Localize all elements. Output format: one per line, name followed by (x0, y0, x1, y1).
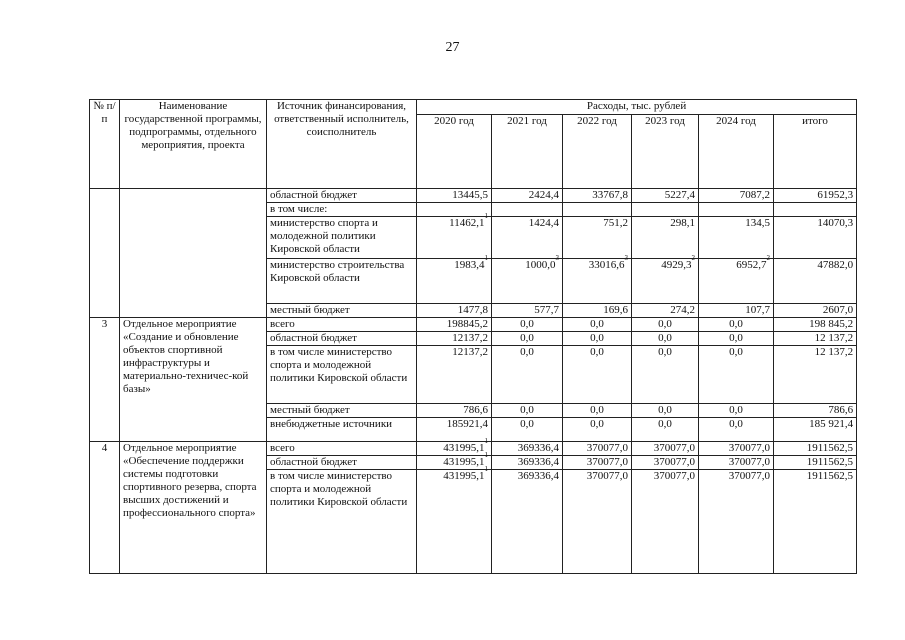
cell-value: 1477,8 (417, 304, 492, 318)
cell-value: 11462,1$^1$ (417, 217, 492, 259)
cell-value: 33016,6$^3$ (563, 259, 632, 304)
cell-value: 13445,5 (417, 189, 492, 203)
header-total: итого (774, 115, 857, 189)
cell-source: министерство спорта и молодежной политики Кировской области (267, 217, 417, 259)
header-year: 2020 год (417, 115, 492, 189)
cell-name: Отдельное мероприятие «Создание и обновление объектов спортивной инфраструктуры и материально-техничес-кой базы» (120, 318, 267, 442)
cell-value: 1983,4$^1$ (417, 259, 492, 304)
cell-value: 370077,0 (563, 442, 632, 456)
cell-source: местный бюджет (267, 304, 417, 318)
cell-total: 12 137,2 (774, 346, 857, 404)
cell-value: 0,0 (699, 318, 774, 332)
cell-source: областной бюджет (267, 189, 417, 203)
cell-value: 274,2 (632, 304, 699, 318)
cell-value: 12137,2 (417, 332, 492, 346)
cell-value: 369336,4 (492, 456, 563, 470)
cell-value: 169,6 (563, 304, 632, 318)
cell-value: 0,0 (492, 404, 563, 418)
cell-value: 0,0 (492, 332, 563, 346)
cell-value: 0,0 (632, 418, 699, 442)
header-year: 2023 год (632, 115, 699, 189)
cell-num: 4 (90, 442, 120, 574)
cell-value (563, 203, 632, 217)
cell-value: 431995,1$^1$ (417, 470, 492, 574)
cell-name: Отдельное мероприятие «Обеспечение поддержки системы подготовки спортивного резерва, спорта высших достижений и профессионального спорта» (120, 442, 267, 574)
cell-value (492, 203, 563, 217)
cell-source: областной бюджет (267, 332, 417, 346)
cell-value: 0,0 (632, 346, 699, 404)
cell-total: 1911562,5 (774, 470, 857, 574)
cell-value: 751,2 (563, 217, 632, 259)
cell-value: 298,1 (632, 217, 699, 259)
cell-source: всего (267, 442, 417, 456)
cell-value: 107,7 (699, 304, 774, 318)
cell-total: 1911562,5 (774, 456, 857, 470)
cell-source: всего (267, 318, 417, 332)
cell-num: 3 (90, 318, 120, 442)
cell-value: 431995,1$^1$ (417, 456, 492, 470)
cell-value: 370077,0 (699, 470, 774, 574)
cell-value: 0,0 (492, 318, 563, 332)
cell-source: местный бюджет (267, 404, 417, 418)
cell-source: министерство строительства Кировской области (267, 259, 417, 304)
table-row (90, 189, 857, 203)
cell-value: 1424,4 (492, 217, 563, 259)
cell-value: 0,0 (563, 404, 632, 418)
cell-total: 185 921,4 (774, 418, 857, 442)
cell-value: 431995,1$^1$ (417, 442, 492, 456)
page-number: 27 (445, 40, 460, 55)
cell-value: 0,0 (563, 418, 632, 442)
cell-value: 369336,4 (492, 470, 563, 574)
cell-source: в том числе министерство спорта и молодежной политики Кировской области (267, 470, 417, 574)
cell-source: в том числе министерство спорта и молодежной политики Кировской области (267, 346, 417, 404)
cell-value: 370077,0 (563, 456, 632, 470)
header-year: 2024 год (699, 115, 774, 189)
header-expenses: Расходы, тыс. рублей (417, 100, 857, 115)
table-header-row (90, 100, 857, 115)
cell-value: 0,0 (492, 346, 563, 404)
cell-value: 0,0 (563, 318, 632, 332)
expenses-table (89, 99, 857, 574)
cell-value: 7087,2 (699, 189, 774, 203)
cell-value: 185921,4 (417, 418, 492, 442)
cell-total: 12 137,2 (774, 332, 857, 346)
cell-source: в том числе: (267, 203, 417, 217)
header-year: 2022 год (563, 115, 632, 189)
header-name: Наименование государственной программы, подпрограммы, отдельного мероприятия, проекта (120, 100, 267, 189)
cell-value (632, 203, 699, 217)
cell-value: 0,0 (492, 418, 563, 442)
cell-value: 0,0 (699, 332, 774, 346)
cell-value: 370077,0 (632, 442, 699, 456)
cell-value: 1000,0$^3$ (492, 259, 563, 304)
cell-value: 33767,8 (563, 189, 632, 203)
table-row (90, 442, 857, 456)
cell-value: 370077,0 (699, 456, 774, 470)
cell-total: 198 845,2 (774, 318, 857, 332)
cell-value: 12137,2 (417, 346, 492, 404)
cell-value: 134,5 (699, 217, 774, 259)
cell-num (90, 189, 120, 318)
cell-total (774, 203, 857, 217)
cell-value: 5227,4 (632, 189, 699, 203)
cell-value: 370077,0 (632, 456, 699, 470)
cell-value: 0,0 (699, 418, 774, 442)
cell-total: 1911562,5 (774, 442, 857, 456)
cell-value (699, 203, 774, 217)
cell-total: 786,6 (774, 404, 857, 418)
header-num: № п/п (90, 100, 120, 189)
cell-total: 47882,0 (774, 259, 857, 304)
cell-value: 370077,0 (699, 442, 774, 456)
cell-value: 2424,4 (492, 189, 563, 203)
cell-value: 0,0 (632, 404, 699, 418)
cell-value: 369336,4 (492, 442, 563, 456)
cell-source: областной бюджет (267, 456, 417, 470)
table-row (90, 318, 857, 332)
cell-total: 14070,3 (774, 217, 857, 259)
cell-value: 0,0 (632, 318, 699, 332)
cell-value: 4929,3$^2$ (632, 259, 699, 304)
cell-total: 2607,0 (774, 304, 857, 318)
cell-value: 0,0 (632, 332, 699, 346)
cell-value: 0,0 (563, 346, 632, 404)
cell-value: 0,0 (699, 346, 774, 404)
cell-name (120, 189, 267, 318)
cell-value: 0,0 (563, 332, 632, 346)
header-source: Источник финансирования, ответственный исполнитель, соисполнитель (267, 100, 417, 189)
cell-total: 61952,3 (774, 189, 857, 203)
cell-source: внебюджетные источники (267, 418, 417, 442)
cell-value: 0,0 (699, 404, 774, 418)
cell-value: 577,7 (492, 304, 563, 318)
cell-value: 786,6 (417, 404, 492, 418)
cell-value: 370077,0 (563, 470, 632, 574)
cell-value: 370077,0 (632, 470, 699, 574)
header-year: 2021 год (492, 115, 563, 189)
cell-value: 198845,2 (417, 318, 492, 332)
cell-value (417, 203, 492, 217)
cell-value: 6952,7$^2$ (699, 259, 774, 304)
